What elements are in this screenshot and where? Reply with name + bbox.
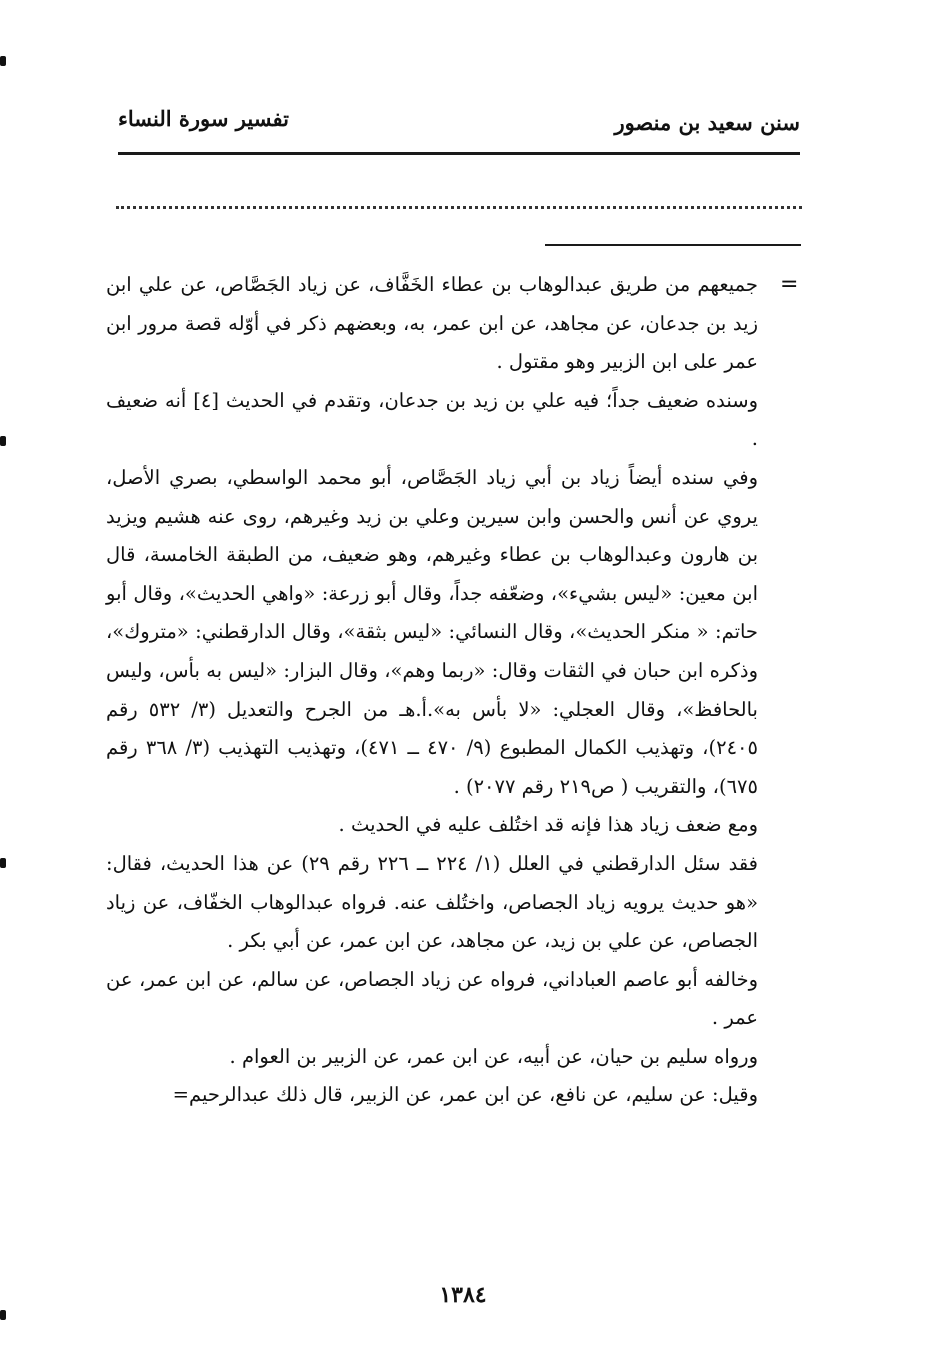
paragraph: فقد سئل الدارقطني في العلل (١/ ٢٢٤ ــ ٢٢٦ رقم ٢٩) عن هذا الحديث، فقال: «هو حديث يرويه زياد الجصاص، واختُلف عنه. فرواه عبدالوهاب الخفّاف، عن زياد الجصاص، عن علي بن زيد، عن مجاهد، عن ابن عمر، عن أبي بكر . [106, 851, 758, 953]
footnote-separator [545, 244, 801, 246]
paragraph: وفي سنده أيضاً زياد بن أبي زياد الجَصَّاص، أبو محمد الواسطي، بصري الأصل، يروي عن أنس والحسن وابن سيرين وعلي بن زيد وغيرهم، روى عنه هشيم ويزيد بن هارون وعبدالوهاب بن عطاء وغيرهم، وهو ضعيف، من الطبقة الخامسة، قال ابن معين: «ليس بشيء»، وضعّفه جداً، وقال أبو زرعة: «واهي الحديث»، وقال أبو حاتم: « منكر الحديث»، وقال النسائي: «ليس بثقة»، وقال الدارقطني: «متروك»، وذكره ابن حبان في الثقات وقال: «ربما وهم»، وقال البزار: «ليس به بأس، وليس بالحافظ»، وقال العجلي: «لا بأس به».أ.هـ من الجرح والتعديل (٣/ ٥٣٢ رقم ٢٤٠٥)، وتهذيب الكمال المطبوع (٩/ ٤٧٠ ــ ٤٧١)، وتهذيب التهذيب (٣/ ٣٦٨ رقم ٦٧٥)، والتقريب ( ص٢١٩ رقم ٢٠٧٧) . [106, 465, 758, 798]
header-rule [118, 152, 800, 155]
paragraph: جميعهم من طريق عبدالوهاب بن عطاء الخَفَّاف، عن زياد الجَصَّاص، عن علي ابن زيد بن جدعان، عن مجاهد، عن ابن عمر، به، وبعضهم ذكر في أوّله قصة مرور ابن عمر على ابن الزبير وهو مقتول . [106, 273, 758, 374]
footnote-body [106, 266, 758, 1115]
paragraph: وخالفه أبو عاصم العباداني، فرواه عن زياد الجصاص، عن سالم، عن ابن عمر، عن عمر . [106, 967, 758, 1030]
chapter-title: تفسير سورة النساء [118, 106, 289, 131]
paragraph: ورواه سليم بن حيان، عن أبيه، عن ابن عمر، عن الزبير بن العوام . [229, 1044, 758, 1068]
book-title: سنن سعيد بن منصور [614, 110, 800, 135]
paragraph: وسنده ضعيف جداً؛ فيه علي بن زيد بن جدعان، وتقدم في الحديث [٤] أنه ضعيف . [106, 388, 758, 451]
paragraph: ومع ضعف زياد هذا فإنه قد اختُلف عليه في الحديث . [338, 813, 758, 837]
page-number: ١٣٨٤ [439, 1282, 487, 1308]
scan-edge-mark [0, 1310, 6, 1320]
scan-edge-mark [0, 436, 6, 446]
scan-edge-mark [0, 56, 6, 66]
paragraph: وقيل: عن سليم، عن نافع، عن ابن عمر، عن الزبير، قال ذلك عبدالرحيم= [172, 1083, 758, 1107]
scan-edge-mark [0, 858, 6, 868]
continuation-mark: = [780, 272, 799, 297]
dotted-separator [116, 206, 802, 209]
running-header [118, 104, 800, 144]
